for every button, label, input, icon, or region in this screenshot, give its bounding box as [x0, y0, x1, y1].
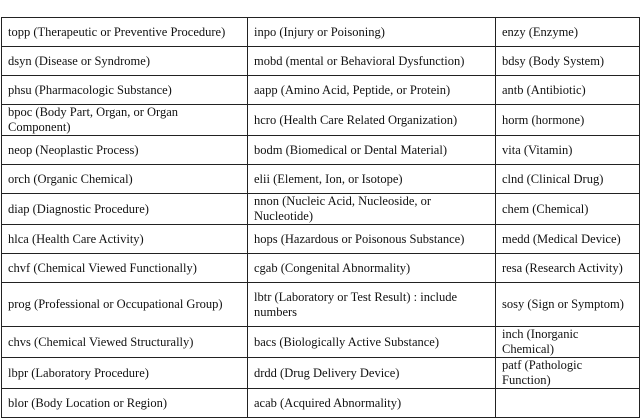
- table-cell: resa (Research Activity): [496, 254, 640, 283]
- table-cell: medd (Medical Device): [496, 225, 640, 254]
- table-cell: mobd (mental or Behavioral Dysfunction): [248, 47, 496, 76]
- table-row: [2, 105, 640, 136]
- table-row: [2, 136, 640, 165]
- table-cell: bodm (Biomedical or Dental Material): [248, 136, 496, 165]
- table-cell: phsu (Pharmacologic Substance): [2, 76, 248, 105]
- table-cell: bpoc (Body Part, Organ, or Organ Component): [2, 105, 248, 136]
- table-cell: dsyn (Disease or Syndrome): [2, 47, 248, 76]
- table-cell: inpo (Injury or Poisoning): [248, 18, 496, 47]
- table-cell: hlca (Health Care Activity): [2, 225, 248, 254]
- table-cell: vita (Vitamin): [496, 136, 640, 165]
- table-row: [2, 389, 640, 418]
- table-cell: bdsy (Body System): [496, 47, 640, 76]
- table-cell: blor (Body Location or Region): [2, 389, 248, 418]
- table-cell: antb (Antibiotic): [496, 76, 640, 105]
- table-cell: diap (Diagnostic Procedure): [2, 194, 248, 225]
- table-row: [2, 254, 640, 283]
- table-row: [2, 358, 640, 389]
- table-cell: hcro (Health Care Related Organization): [248, 105, 496, 136]
- table-cell: cgab (Congenital Abnormality): [248, 254, 496, 283]
- table-cell: elii (Element, Ion, or Isotope): [248, 165, 496, 194]
- table-cell: acab (Acquired Abnormality): [248, 389, 496, 418]
- table-cell: patf (Pathologic Function): [496, 358, 640, 389]
- table-cell: lbpr (Laboratory Procedure): [2, 358, 248, 389]
- table-cell: lbtr (Laboratory or Test Result) : include numbers: [248, 283, 496, 327]
- table-cell: chvs (Chemical Viewed Structurally): [2, 327, 248, 358]
- table-cell: [496, 389, 640, 418]
- table-cell: chvf (Chemical Viewed Functionally): [2, 254, 248, 283]
- table-row: [2, 165, 640, 194]
- table-cell: clnd (Clinical Drug): [496, 165, 640, 194]
- semantic-type-table: [1, 17, 640, 418]
- table-row: [2, 76, 640, 105]
- table-row: [2, 47, 640, 76]
- table-cell: bacs (Biologically Active Substance): [248, 327, 496, 358]
- table-cell: inch (Inorganic Chemical): [496, 327, 640, 358]
- table-cell: horm (hormone): [496, 105, 640, 136]
- table-cell: prog (Professional or Occupational Group): [2, 283, 248, 327]
- table-cell: chem (Chemical): [496, 194, 640, 225]
- table-cell: sosy (Sign or Symptom): [496, 283, 640, 327]
- table-cell: topp (Therapeutic or Preventive Procedure): [2, 18, 248, 47]
- table-cell: neop (Neoplastic Process): [2, 136, 248, 165]
- table-row: [2, 18, 640, 47]
- table-cell: hops (Hazardous or Poisonous Substance): [248, 225, 496, 254]
- table-row: [2, 283, 640, 327]
- table-cell: drdd (Drug Delivery Device): [248, 358, 496, 389]
- table-cell: aapp (Amino Acid, Peptide, or Protein): [248, 76, 496, 105]
- table-row: [2, 194, 640, 225]
- table-cell: nnon (Nucleic Acid, Nucleoside, or Nucleotide): [248, 194, 496, 225]
- table-cell: enzy (Enzyme): [496, 18, 640, 47]
- table-row: [2, 327, 640, 358]
- table-cell: orch (Organic Chemical): [2, 165, 248, 194]
- table-row: [2, 225, 640, 254]
